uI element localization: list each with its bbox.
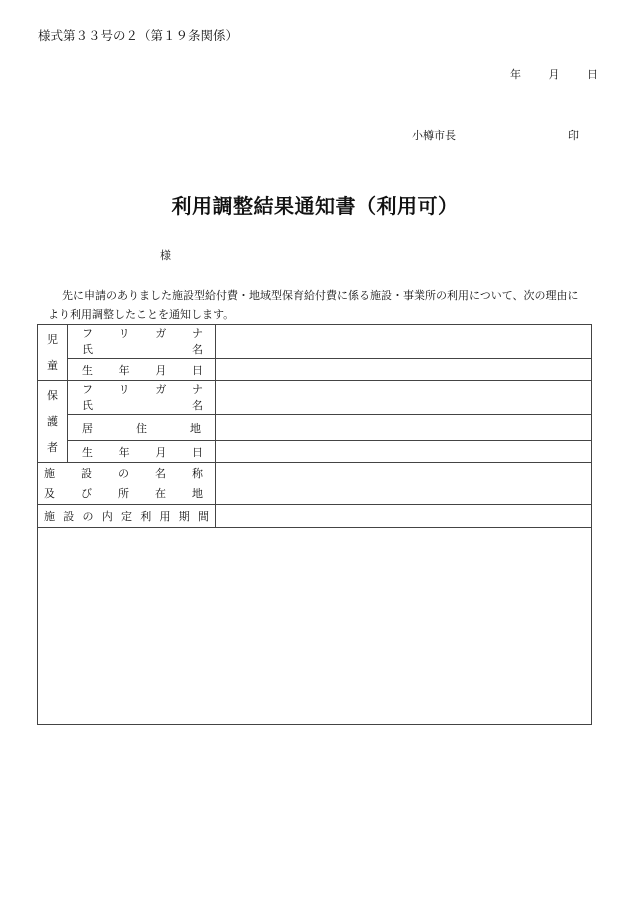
label-char: 設: [63, 510, 75, 523]
date-year-label: 年: [510, 68, 521, 81]
label-char: 内: [101, 510, 113, 523]
child-birthdate-field[interactable]: [216, 359, 592, 381]
label-char: 在: [155, 486, 166, 500]
label-char: 施: [44, 466, 55, 480]
label-char: の: [82, 510, 94, 523]
seal-mark: 印: [568, 129, 579, 142]
label-char: 年: [118, 445, 130, 459]
notice-table: [37, 324, 592, 725]
label-char: 名: [192, 398, 203, 412]
label-char: 設: [81, 466, 92, 480]
child-group-label: [38, 325, 68, 381]
label-char: 利: [140, 510, 152, 523]
table-row: [38, 528, 592, 725]
group-char: 児: [47, 332, 58, 346]
guardian-group-label: [38, 381, 68, 463]
group-char: 保: [47, 388, 58, 402]
form-number: 様式第３３号の２（第１９条関係）: [38, 28, 239, 43]
table-row: [38, 441, 592, 463]
label-char: 施: [44, 510, 55, 523]
label-char: 称: [192, 466, 203, 480]
label-char: リ: [118, 326, 130, 340]
label-char: 日: [191, 363, 203, 377]
child-birthdate-label: [68, 359, 216, 381]
usage-period-field[interactable]: [216, 505, 592, 528]
guardian-name-field[interactable]: [216, 381, 592, 415]
guardian-birthdate-field[interactable]: [216, 441, 592, 463]
usage-period-label: [38, 505, 216, 528]
label-char: 及: [44, 486, 55, 500]
label-char: 月: [155, 363, 167, 377]
label-char: ガ: [155, 326, 167, 340]
label-char: 所: [118, 486, 129, 500]
label-char: 生: [82, 363, 93, 377]
label-char: 年: [118, 363, 130, 377]
guardian-address-field[interactable]: [216, 415, 592, 441]
label-char: 定: [121, 510, 132, 523]
child-furigana-name-label: [68, 325, 216, 359]
date-month-label: 月: [548, 68, 560, 81]
label-char: 期: [178, 510, 190, 523]
intro-text: 先に申請のありました施設型給付費・地域型保育給付費に係る施設・事業所の利用について、次の理由により利用調整したことを通知します。: [48, 289, 579, 321]
label-char: 間: [198, 510, 209, 523]
table-row: [38, 381, 592, 415]
label-char: 用: [159, 510, 171, 523]
label-char: 名: [155, 466, 166, 480]
label-char: ナ: [191, 326, 203, 340]
date-line: [510, 66, 598, 82]
table-row: [38, 505, 592, 528]
addressee-honorific: 様: [160, 249, 171, 262]
label-char: 地: [192, 486, 203, 500]
label-char: 氏: [82, 342, 93, 356]
table-row: [38, 415, 592, 441]
group-char: 護: [47, 414, 58, 428]
guardian-furigana-name-label: [68, 381, 216, 415]
issuer-title: 小樽市長: [412, 129, 456, 142]
guardian-address-label: [68, 415, 216, 441]
facility-name-location-field[interactable]: [216, 463, 592, 505]
group-char: 者: [47, 440, 58, 454]
child-name-field[interactable]: [216, 325, 592, 359]
label-char: 生: [82, 445, 93, 459]
remarks-area[interactable]: [38, 528, 592, 725]
guardian-birthdate-label: [68, 441, 216, 463]
table-row: [38, 463, 592, 505]
label-char: ナ: [191, 382, 203, 396]
label-char: 氏: [82, 398, 93, 412]
label-char: 月: [155, 445, 167, 459]
label-char: の: [118, 466, 129, 480]
label-char: び: [81, 486, 92, 500]
label-char: 住: [136, 421, 147, 435]
label-char: フ: [82, 326, 93, 340]
group-char: 童: [47, 358, 58, 372]
label-char: 名: [192, 342, 203, 356]
date-day-label: 日: [587, 68, 598, 81]
label-char: 居: [82, 421, 93, 435]
facility-name-location-label: [38, 463, 216, 505]
label-char: フ: [82, 382, 93, 396]
table-row: [38, 359, 592, 381]
label-char: 地: [190, 421, 201, 435]
table-row: [38, 325, 592, 359]
document-title: 利用調整結果通知書（利用可）: [171, 194, 459, 218]
label-char: 日: [191, 445, 203, 459]
label-char: リ: [118, 382, 130, 396]
label-char: ガ: [155, 382, 167, 396]
